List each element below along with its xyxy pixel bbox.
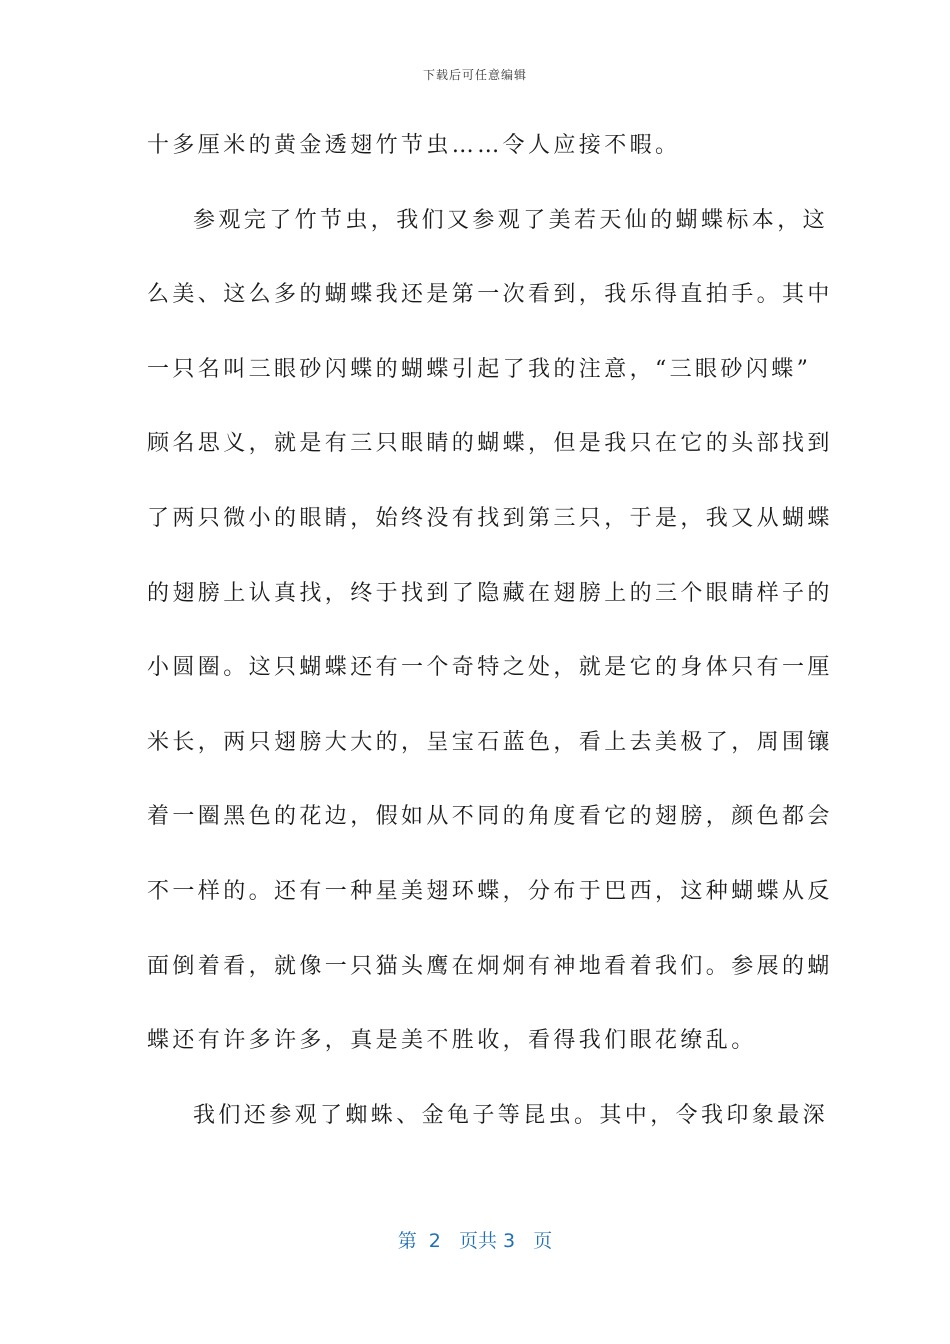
document-body [147,120,833,1164]
text-line-13: 蝶还有许多许多，真是美不胜收，看得我们眼花缭乱。 [147,1028,757,1054]
text-line-1: 十多厘米的黄金透翅竹节虫……令人应接不暇。 [147,133,681,158]
page-header: 下载后可任意编辑 [422,68,527,82]
text-line-12: 面倒着看，就像一只猫头鹰在炯炯有神地看着我们。参展的蝴 [147,953,833,979]
text-line-6: 了两只微小的眼睛，始终没有找到第三只，于是，我又从蝴蝶 [147,505,833,531]
text-line-7: 的翅膀上认真找，终于找到了隐藏在翅膀上的三个眼睛样子的 [147,580,833,606]
text-line-14: 我们还参观了蜘蛛、金龟子等昆虫。其中，令我印象最深 [193,1102,829,1128]
text-line-11: 不一样的。还有一种星美翅环蝶，分布于巴西，这种蝴蝶从反 [147,878,833,904]
page-number-footer: 第 2 页共 3 页 [397,1230,553,1252]
text-line-10: 着一圈黑色的花边，假如从不同的角度看它的翅膀，颜色都会 [147,804,833,830]
text-line-3: 么美、这么多的蝴蝶我还是第一次看到，我乐得直拍手。其中 [147,282,833,308]
text-line-2: 参观完了竹节虫，我们又参观了美若天仙的蝴蝶标本，这 [193,207,829,233]
text-line-8: 小圆圈。这只蝴蝶还有一个奇特之处，就是它的身体只有一厘 [147,655,833,681]
text-line-4: 一只名叫三眼砂闪蝶的蝴蝶引起了我的注意，“三眼砂闪蝶” [147,356,812,382]
text-line-5: 顾名思义，就是有三只眼睛的蝴蝶，但是我只在它的头部找到 [147,431,833,457]
text-line-9: 米长，两只翅膀大大的，呈宝石蓝色，看上去美极了，周围镶 [147,729,833,755]
